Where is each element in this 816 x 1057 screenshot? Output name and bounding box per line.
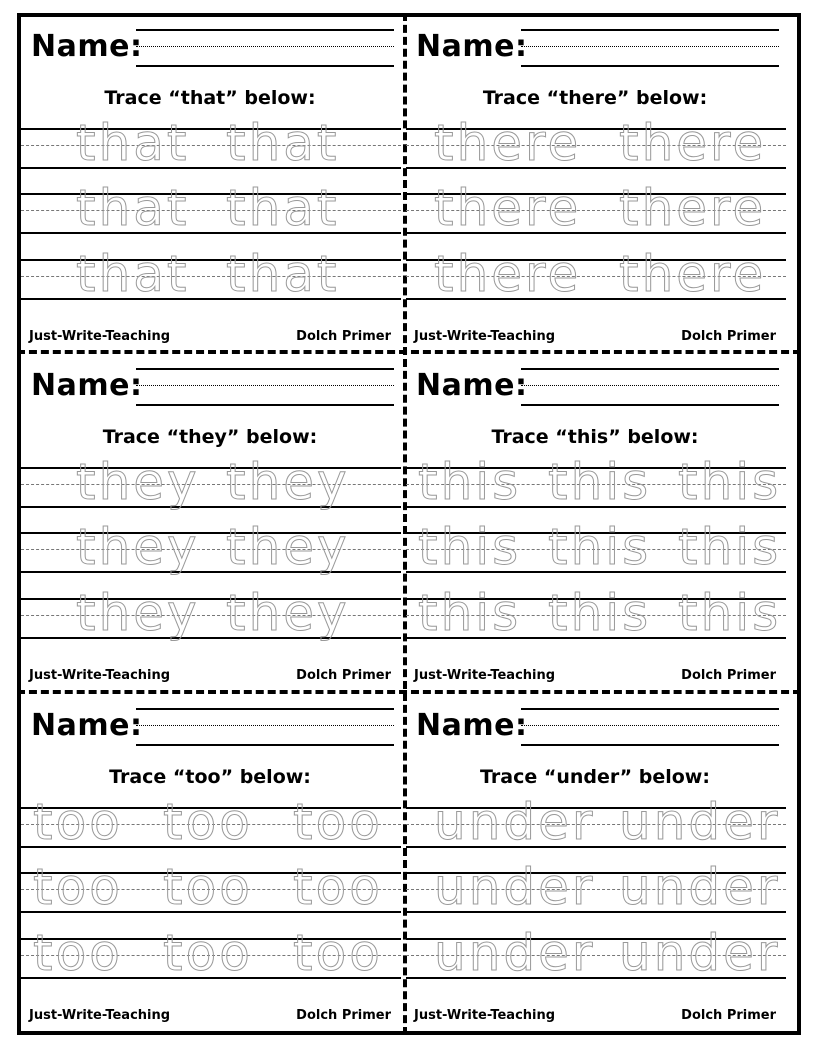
name-midline[interactable] bbox=[136, 725, 394, 726]
trace-word: under bbox=[434, 924, 596, 982]
trace-word: this bbox=[678, 518, 782, 576]
writing-row[interactable] bbox=[406, 584, 786, 642]
name-midline[interactable] bbox=[521, 725, 779, 726]
trace-word: too bbox=[163, 793, 253, 851]
trace-word: too bbox=[293, 924, 383, 982]
footer-brand: Just-Write-Teaching bbox=[414, 668, 556, 683]
trace-card-too bbox=[19, 694, 401, 1032]
trace-word: under bbox=[434, 858, 596, 916]
trace-card-they bbox=[19, 354, 401, 692]
name-line bbox=[136, 29, 394, 31]
trace-word: this bbox=[418, 453, 522, 511]
writing-row[interactable] bbox=[21, 114, 401, 172]
trace-word: this bbox=[418, 518, 522, 576]
name-line bbox=[136, 368, 394, 370]
trace-word: this bbox=[678, 453, 782, 511]
trace-word: too bbox=[293, 858, 383, 916]
footer-brand: Just-Write-Teaching bbox=[414, 1008, 556, 1023]
footer-level: Dolch Primer bbox=[296, 1008, 391, 1023]
trace-word: there bbox=[434, 179, 582, 237]
trace-card-under bbox=[404, 694, 786, 1032]
trace-word: too bbox=[163, 858, 253, 916]
name-midline[interactable] bbox=[521, 385, 779, 386]
trace-word: there bbox=[619, 179, 767, 237]
name-line bbox=[136, 65, 394, 67]
trace-card-that bbox=[19, 15, 401, 353]
name-line bbox=[521, 29, 779, 31]
trace-word: that bbox=[76, 179, 190, 237]
trace-word: too bbox=[163, 924, 253, 982]
name-line bbox=[521, 708, 779, 710]
writing-row[interactable] bbox=[406, 793, 786, 851]
footer-level: Dolch Primer bbox=[681, 1008, 776, 1023]
name-label: Name: bbox=[31, 368, 143, 403]
trace-word: that bbox=[76, 245, 190, 303]
writing-row[interactable] bbox=[406, 179, 786, 237]
trace-word: under bbox=[619, 924, 781, 982]
trace-word: too bbox=[33, 793, 123, 851]
name-line bbox=[521, 65, 779, 67]
trace-word: they bbox=[226, 518, 350, 576]
name-label: Name: bbox=[416, 368, 528, 403]
instruction: Trace “that” below: bbox=[104, 87, 316, 109]
writing-row[interactable] bbox=[21, 518, 401, 576]
name-label: Name: bbox=[31, 29, 143, 64]
writing-row[interactable] bbox=[21, 584, 401, 642]
writing-row[interactable] bbox=[406, 858, 786, 916]
footer-level: Dolch Primer bbox=[296, 329, 391, 344]
trace-word: that bbox=[226, 114, 340, 172]
trace-word: there bbox=[619, 245, 767, 303]
trace-word: there bbox=[619, 114, 767, 172]
writing-row[interactable] bbox=[406, 245, 786, 303]
writing-row[interactable] bbox=[21, 453, 401, 511]
trace-word: that bbox=[76, 114, 190, 172]
name-label: Name: bbox=[416, 708, 528, 743]
trace-word: too bbox=[33, 858, 123, 916]
footer-level: Dolch Primer bbox=[681, 668, 776, 683]
name-line bbox=[136, 404, 394, 406]
trace-card-this bbox=[404, 354, 786, 692]
trace-word: this bbox=[548, 518, 652, 576]
name-midline[interactable] bbox=[136, 385, 394, 386]
instruction: Trace “under” below: bbox=[480, 766, 710, 788]
name-label: Name: bbox=[31, 708, 143, 743]
trace-word: too bbox=[293, 793, 383, 851]
writing-row[interactable] bbox=[406, 114, 786, 172]
trace-word: they bbox=[76, 453, 200, 511]
trace-word: they bbox=[226, 453, 350, 511]
instruction: Trace “they” below: bbox=[102, 426, 318, 448]
writing-row[interactable] bbox=[406, 518, 786, 576]
writing-row[interactable] bbox=[21, 858, 401, 916]
instruction: Trace “there” below: bbox=[482, 87, 708, 109]
writing-row[interactable] bbox=[406, 453, 786, 511]
writing-row[interactable] bbox=[21, 924, 401, 982]
trace-word: under bbox=[619, 858, 781, 916]
name-line bbox=[136, 708, 394, 710]
trace-word: they bbox=[76, 518, 200, 576]
trace-word: under bbox=[434, 793, 596, 851]
name-midline[interactable] bbox=[136, 46, 394, 47]
writing-row[interactable] bbox=[21, 793, 401, 851]
trace-card-there bbox=[404, 15, 786, 353]
trace-word: there bbox=[434, 245, 582, 303]
footer-brand: Just-Write-Teaching bbox=[414, 329, 556, 344]
trace-word: this bbox=[548, 453, 652, 511]
name-line bbox=[521, 404, 779, 406]
trace-word: that bbox=[226, 179, 340, 237]
name-line bbox=[521, 744, 779, 746]
footer-level: Dolch Primer bbox=[681, 329, 776, 344]
trace-word: they bbox=[76, 584, 200, 642]
trace-word: they bbox=[226, 584, 350, 642]
writing-row[interactable] bbox=[406, 924, 786, 982]
name-line bbox=[136, 744, 394, 746]
writing-row[interactable] bbox=[21, 179, 401, 237]
footer-brand: Just-Write-Teaching bbox=[29, 329, 171, 344]
footer-level: Dolch Primer bbox=[296, 668, 391, 683]
trace-word: that bbox=[226, 245, 340, 303]
trace-word: this bbox=[678, 584, 782, 642]
trace-word: too bbox=[33, 924, 123, 982]
writing-row[interactable] bbox=[21, 245, 401, 303]
instruction: Trace “too” below: bbox=[109, 766, 311, 788]
trace-word: under bbox=[619, 793, 781, 851]
name-midline[interactable] bbox=[521, 46, 779, 47]
trace-word: this bbox=[548, 584, 652, 642]
trace-word: this bbox=[418, 584, 522, 642]
instruction: Trace “this” below: bbox=[491, 426, 699, 448]
footer-brand: Just-Write-Teaching bbox=[29, 1008, 171, 1023]
footer-brand: Just-Write-Teaching bbox=[29, 668, 171, 683]
name-line bbox=[521, 368, 779, 370]
trace-word: there bbox=[434, 114, 582, 172]
name-label: Name: bbox=[416, 29, 528, 64]
